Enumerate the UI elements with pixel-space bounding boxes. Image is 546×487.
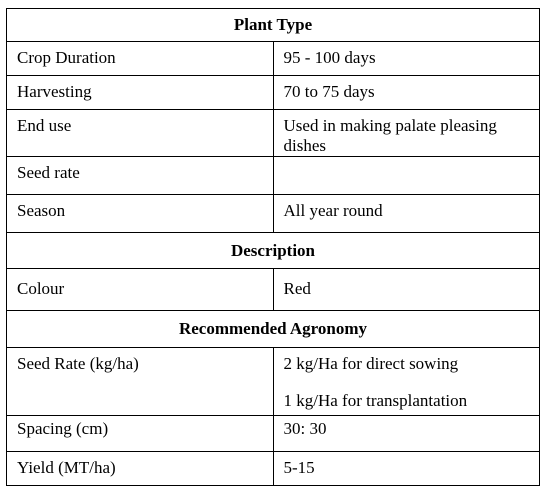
row-value-yield: 5-15 (273, 452, 540, 486)
section-header-row (7, 233, 540, 269)
row-label-crop-duration: Crop Duration (7, 42, 274, 76)
table-row (7, 416, 540, 452)
section-header-row (7, 9, 540, 42)
row-value-seed-rate (273, 157, 540, 195)
table-row (7, 110, 540, 157)
row-value-harvesting: 70 to 75 days (273, 76, 540, 110)
row-label-end-use: End use (7, 110, 274, 157)
row-value-crop-duration: 95 - 100 days (273, 42, 540, 76)
table-row (7, 42, 540, 76)
table-row (7, 157, 540, 195)
row-value-end-use: Used in making palate pleasing dishes (273, 110, 540, 157)
section-heading-plant-type: Plant Type (7, 9, 540, 42)
table-row (7, 348, 540, 416)
row-label-yield: Yield (MT/ha) (7, 452, 274, 486)
row-value-spacing: 30: 30 (273, 416, 540, 452)
table-row (7, 452, 540, 486)
section-heading-agronomy: Recommended Agronomy (7, 311, 540, 348)
plant-spec-table (6, 8, 540, 486)
row-label-colour: Colour (7, 269, 274, 311)
row-value-season: All year round (273, 195, 540, 233)
row-value-colour: Red (273, 269, 540, 311)
row-label-seed-rate-kg-ha: Seed Rate (kg/ha) (7, 348, 274, 416)
section-heading-description: Description (7, 233, 540, 269)
row-label-seed-rate: Seed rate (7, 157, 274, 195)
row-label-spacing: Spacing (cm) (7, 416, 274, 452)
section-header-row (7, 311, 540, 348)
table-row (7, 269, 540, 311)
table-row (7, 195, 540, 233)
row-label-harvesting: Harvesting (7, 76, 274, 110)
table-row (7, 76, 540, 110)
row-value-seed-rate-kg-ha: 2 kg/Ha for direct sowing 1 kg/Ha for transplantation (273, 348, 540, 416)
row-label-season: Season (7, 195, 274, 233)
